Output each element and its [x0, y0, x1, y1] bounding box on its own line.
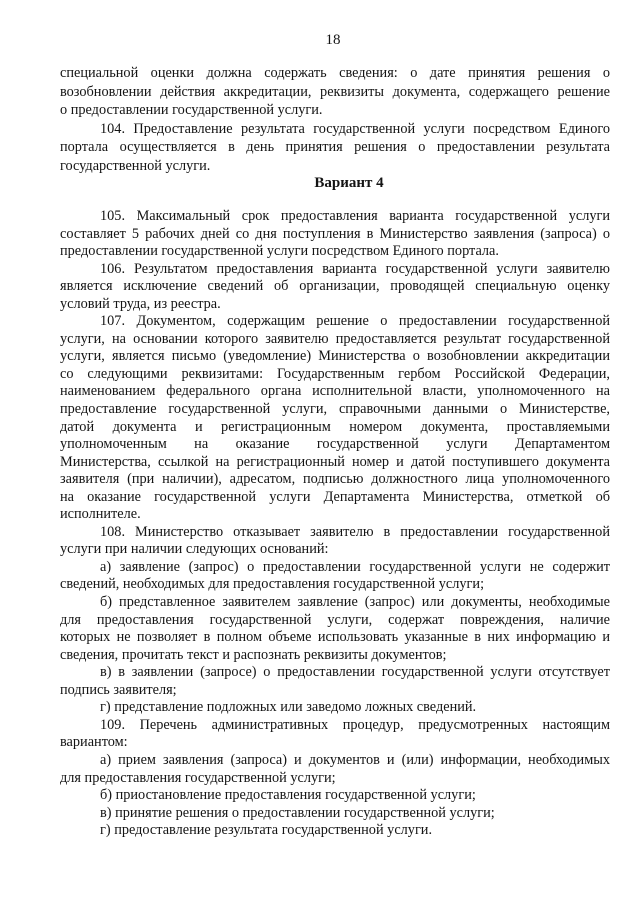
text-line: для предоставления государственной услуги, содержат повреждения, наличие: [60, 611, 610, 628]
page-number: 18: [325, 32, 341, 48]
text-section-main: [60, 208, 610, 840]
text-line: государственной услуги.: [60, 157, 211, 174]
text-line: исполнителе.: [60, 506, 141, 523]
text-section-top: [60, 64, 610, 176]
text-line: предоставление государственной услуги, справочными данными о Министерстве,: [60, 401, 610, 418]
text-line: уполномоченным на оказание государственной услуги Департаментом: [60, 436, 610, 453]
text-line: Министерства, ссылкой на регистрационный номер и датой поступившего документа: [60, 453, 610, 470]
text-line: о предоставлении государственной услуги.: [60, 102, 323, 119]
text-line: специальной оценки должна содержать сведения: о дате принятия решения о: [60, 65, 610, 81]
text-line: б) приостановление предоставления государственной услуги;: [100, 787, 476, 804]
text-line: условий труда, из реестра.: [60, 295, 221, 312]
text-line: 105. Максимальный срок предоставления варианта государственной услуги: [100, 208, 610, 224]
text-line: 104. Предоставление результата государственной услуги посредством Единого: [100, 120, 610, 137]
text-line: наименованием федерального органа исполнительной власти, уполномоченного на: [60, 383, 610, 400]
text-line: датой документа и регистрационным номером документа, проставляемыми: [60, 418, 610, 435]
text-line: г) представление подложных или заведомо ложных сведений.: [100, 699, 477, 716]
section-heading: Вариант 4: [314, 175, 384, 191]
text-line: составляет 5 рабочих дней со дня поступления в Министерство заявления (запроса) о: [60, 225, 610, 242]
paragraph: [60, 524, 610, 559]
paragraph: [60, 208, 610, 261]
text-line: услуги, является письмо (уведомление) Министерства о возобновлении аккредитации: [60, 348, 610, 365]
paragraph: [60, 64, 610, 120]
text-line: услуги при наличии следующих оснований:: [60, 541, 329, 558]
paragraph: [60, 594, 610, 664]
text-line: а) заявление (запрос) о предоставлении государственной услуги не содержит: [100, 558, 610, 575]
text-line: 106. Результатом предоставления варианта государственной услуги заявителю: [100, 260, 610, 277]
text-line: а) прием заявления (запроса) и документов и (или) информации, необходимых: [100, 751, 610, 768]
text-line: которых не позволяет в полном объеме использовать указанные в них информацию и: [60, 629, 610, 646]
paragraph: [60, 261, 610, 314]
text-line: сведения, прочитать текст и распознать реквизиты документов;: [60, 646, 447, 663]
text-line: 109. Перечень административных процедур, предусмотренных настоящим: [100, 716, 610, 733]
paragraph: [60, 752, 610, 787]
text-line: вариантом:: [60, 734, 128, 751]
paragraph: [60, 120, 610, 176]
text-line: подпись заявителя;: [60, 681, 177, 698]
paragraph: [60, 805, 610, 823]
text-line: заявителя (при наличии), адресатом, подписью должностного лица уполномоченного: [60, 471, 610, 488]
paragraph: [60, 787, 610, 805]
text-line: 107. Документом, содержащим решение о предоставлении государственной: [100, 313, 610, 330]
text-line: в) принятие решения о предоставлении государственной услуги;: [100, 804, 495, 821]
paragraph: [60, 313, 610, 524]
text-line: услуги, на основании которого заявителю предоставляется результат государственной: [60, 330, 610, 347]
text-line: возобновлении действия аккредитации, реквизиты документа, содержащего решение: [60, 83, 610, 100]
text-line: сведений, необходимых для предоставления государственной услуги;: [60, 576, 485, 593]
text-line: со следующими реквизитами: Государственным гербом Российской Федерации,: [60, 365, 610, 382]
text-line: г) предоставление результата государственной услуги.: [100, 822, 433, 839]
text-line: б) представленное заявителем заявление (запрос) или документы, необходимые: [100, 594, 610, 611]
text-line: в) в заявлении (запросе) о предоставлении государственной услуги отсутствует: [100, 664, 610, 681]
paragraph: [60, 559, 610, 594]
paragraph: [60, 699, 610, 717]
text-line: портала осуществляется в день принятия решения о предоставлении результата: [60, 139, 610, 156]
paragraph: [60, 664, 610, 699]
text-line: на оказание государственной услуги Департамента Министерства, отметкой об: [60, 488, 610, 505]
paragraph: [60, 717, 610, 752]
text-line: является исключение сведений об организации, проводящей специальную оценку: [60, 278, 610, 295]
text-line: 108. Министерство отказывает заявителю в предоставлении государственной: [100, 523, 610, 540]
text-line: для предоставления государственной услуги;: [60, 769, 336, 786]
paragraph: [60, 822, 610, 840]
text-line: предоставлении государственной услуги посредством Единого портала.: [60, 243, 499, 260]
